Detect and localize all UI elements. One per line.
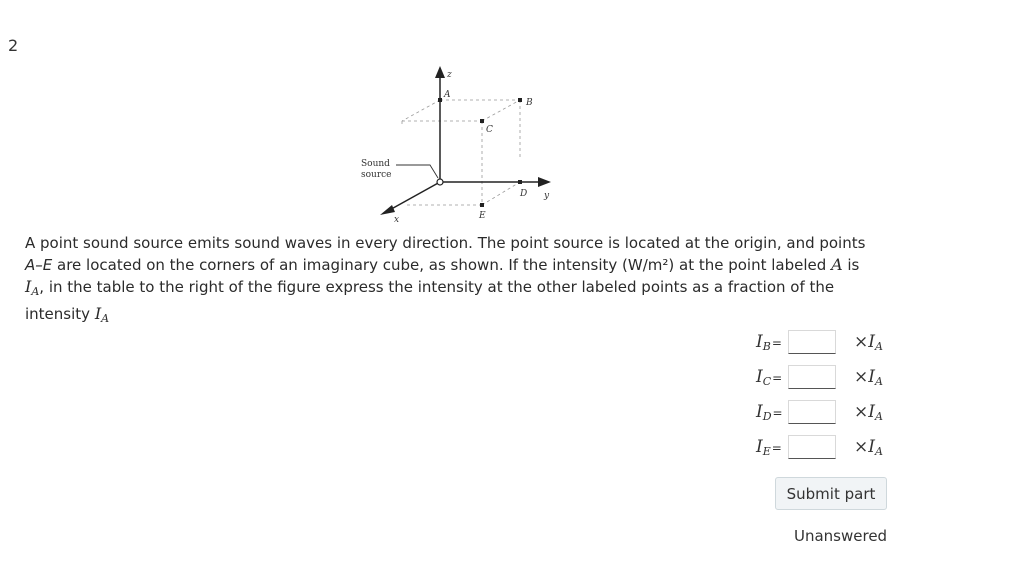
- z-axis-arrow: [435, 66, 445, 78]
- point-b-label: B: [526, 98, 533, 108]
- point-e-label: E: [479, 211, 486, 221]
- z-axis-label: z: [447, 70, 452, 80]
- axes: [386, 74, 540, 212]
- problem-line-1: A point sound source emits sound waves in every direction. The point source is located at the origin, and points: [25, 234, 866, 252]
- answer-unit-e: $\times I_A$: [854, 437, 883, 458]
- answer-input-b[interactable]: [788, 330, 836, 354]
- problem-line-3: $I_A$, in the table to the right of the figure express the intensity at the other labeled points as a fraction of the: [25, 277, 835, 298]
- answer-input-c[interactable]: [788, 365, 836, 389]
- source-leader-line: [396, 165, 438, 178]
- answer-input-d[interactable]: [788, 400, 836, 424]
- question-number: 2: [8, 36, 19, 55]
- submit-part-button[interactable]: Submit part: [775, 477, 887, 510]
- answer-row-e: [750, 431, 900, 466]
- problem-statement: [25, 232, 895, 330]
- cube-edges: [402, 100, 520, 205]
- cube-figure: [352, 60, 572, 230]
- answer-row-c: [750, 361, 900, 396]
- y-axis-arrow: [538, 177, 551, 187]
- answer-table: [750, 326, 900, 466]
- answer-label-c: $I_C=$: [756, 367, 783, 388]
- answer-label-e: $I_E=$: [756, 437, 782, 458]
- answer-row-b: [750, 326, 900, 361]
- origin-marker: [437, 179, 443, 185]
- cube-diagram: [352, 60, 572, 230]
- source-label-line2: source: [361, 170, 392, 180]
- x-axis-arrow: [380, 205, 395, 215]
- point-a-label: A: [444, 90, 451, 100]
- problem-line-4: intensity $I_A$: [25, 304, 110, 325]
- y-axis-label: y: [544, 191, 550, 201]
- answer-row-d: [750, 396, 900, 431]
- point-c-label: C: [486, 125, 493, 135]
- answer-label-b: $I_B=$: [756, 332, 782, 353]
- answer-unit-c: $\times I_A$: [854, 367, 883, 388]
- point-d-label: D: [520, 189, 528, 199]
- point-markers: [438, 98, 522, 207]
- answer-label-d: $I_D=$: [756, 402, 783, 423]
- problem-line-2: A–E are located on the corners of an imaginary cube, as shown. If the intensity (W/m²) at the point labeled A is: [25, 255, 860, 274]
- answer-unit-d: $\times I_A$: [854, 402, 883, 423]
- answer-status: Unanswered: [794, 527, 888, 545]
- answer-input-e[interactable]: [788, 435, 836, 459]
- x-axis-label: x: [394, 215, 400, 225]
- source-label-line1: Sound: [361, 159, 390, 169]
- answer-unit-b: $\times I_A$: [854, 332, 883, 353]
